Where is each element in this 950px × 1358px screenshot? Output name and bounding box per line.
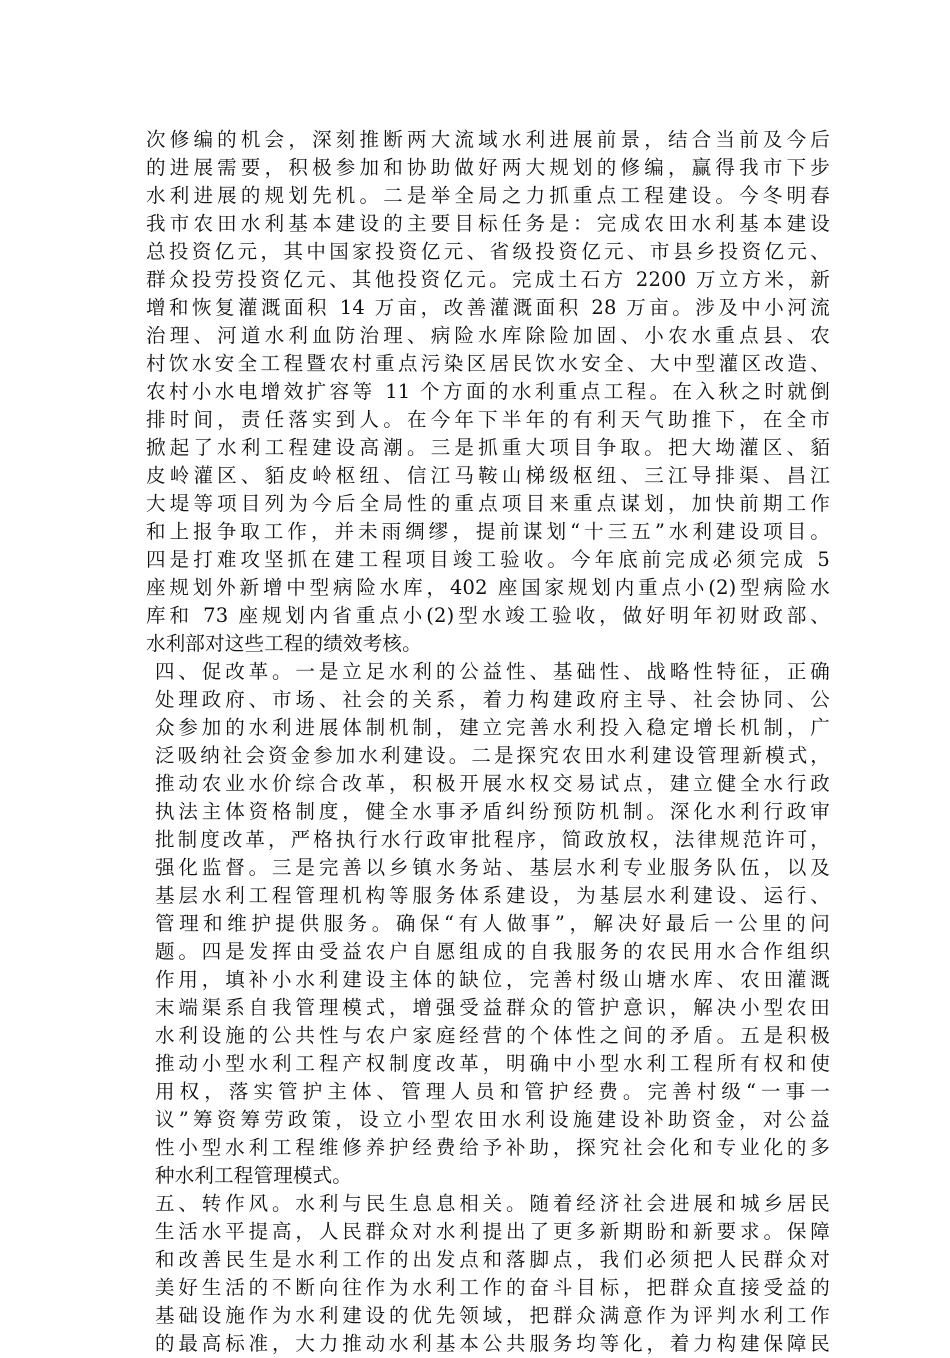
text-line: 次修编的机会，深刻推断两大流域水利进展前景，结合当前及今后 [146, 128, 830, 151]
text-line: 批制度改革，严格执行水行政审批程序，简政放权，法律规范许可， [155, 828, 830, 851]
text-line: 作用，填补小水利建设主体的缺位，完善村级山塘水库、农田灌溉 [155, 968, 830, 991]
text-line: 众参加的水利进展体制机制，建立完善水利投入稳定增长机制，广 [155, 716, 830, 739]
text-line: 的最高标准，大力推动水利基本公共服务均等化，着力构建保障民 [155, 1332, 830, 1355]
text-line: 大堤等项目列为今后全局性的重点项目来重点谋划，加快前期工作 [146, 492, 830, 515]
text-line: 群众投劳投资亿元、其他投资亿元。完成土石方 2200 万立方米，新 [146, 268, 830, 291]
text-line: 治理、河道水利血防治理、病险水库除险加固、小农水重点县、农 [146, 324, 830, 347]
text-line: 推动小型水利工程产权制度改革，明确中小型水利工程所有权和使 [155, 1052, 830, 1075]
text-line: 座规划外新增中型病险水库，402 座国家规划内重点小(2)型病险水 [146, 576, 830, 599]
text-line: 处理政府、市场、社会的关系，着力构建政府主导、社会协同、公 [155, 688, 830, 711]
text-line: 基础设施作为水利建设的优先领域，把群众满意作为评判水利工作 [155, 1304, 830, 1327]
paragraph [146, 658, 830, 1190]
text-line: 和改善民生是水利工作的出发点和落脚点，我们必须把人民群众对 [155, 1248, 830, 1271]
text-line: 执法主体资格制度，健全水事矛盾纠纷预防机制。深化水利行政审 [155, 800, 830, 823]
document-page [146, 126, 830, 1358]
text-line: 性小型水利工程维修养护经费给予补助，探究社会化和专业化的多 [155, 1136, 830, 1159]
text-line: 美好生活的不断向往作为水利工作的奋斗目标，把群众直接受益的 [155, 1276, 830, 1299]
text-line: 水利设施的公共性与农户家庭经营的个体性之间的矛盾。五是积极 [155, 1024, 830, 1047]
paragraph [146, 1190, 830, 1358]
text-line: 水利部对这些工程的绩效考核。 [146, 632, 422, 655]
text-line: 五、转作风。水利与民生息息相关。随着经济社会进展和城乡居民 [155, 1192, 830, 1215]
text-line: 生活水平提高，人民群众对水利提出了更多新期盼和新要求。保障 [155, 1220, 830, 1243]
text-line: 库和 73 座规划内省重点小(2)型水竣工验收，做好明年初财政部、 [146, 604, 830, 627]
text-line: 四是打难攻坚抓在建工程项目竣工验收。今年底前完成必须完成 5 [146, 548, 830, 571]
text-line: 议”筹资筹劳政策，设立小型农田水利设施建设补助资金，对公益 [155, 1108, 830, 1131]
text-line: 村饮水安全工程暨农村重点污染区居民饮水安全、大中型灌区改造、 [146, 352, 830, 375]
text-line: 题。四是发挥由受益农户自愿组成的自我服务的农民用水合作组织 [155, 940, 830, 963]
text-line: 的进展需要，积极参加和协助做好两大规划的修编，赢得我市下步 [146, 156, 830, 179]
text-line: 四、促改革。一是立足水利的公益性、基础性、战略性特征，正确 [155, 660, 830, 683]
text-line: 用权，落实管护主体、管理人员和管护经费。完善村级“一事一 [155, 1080, 830, 1103]
text-line: 增和恢复灌溉面积 14 万亩，改善灌溉面积 28 万亩。涉及中小河流 [146, 296, 830, 319]
paragraph [146, 126, 830, 658]
text-line: 总投资亿元，其中国家投资亿元、省级投资亿元、市县乡投资亿元、 [146, 240, 830, 263]
text-line: 和上报争取工作，并未雨绸缪，提前谋划“十三五”水利建设项目。 [146, 520, 830, 543]
text-line: 泛吸纳社会资金参加水利建设。二是探究农田水利建设管理新模式， [155, 744, 830, 767]
text-line: 农村小水电增效扩容等 11 个方面的水利重点工程。在入秋之时就倒 [146, 380, 830, 403]
text-line: 基层水利工程管理机构等服务体系建设，为基层水利建设、运行、 [155, 884, 830, 907]
text-line: 掀起了水利工程建设高潮。三是抓重大项目争取。把大坳灌区、貊 [146, 436, 830, 459]
text-line: 推动农业水价综合改革，积极开展水权交易试点，建立健全水行政 [155, 772, 830, 795]
text-line: 皮岭灌区、貊皮岭枢纽、信江马鞍山梯级枢纽、三江导排渠、昌江 [146, 464, 830, 487]
text-line: 种水利工程管理模式。 [155, 1164, 353, 1187]
text-line: 排时间，责任落实到人。在今年下半年的有利天气助推下，在全市 [146, 408, 830, 431]
text-line: 水利进展的规划先机。二是举全局之力抓重点工程建设。今冬明春 [146, 184, 830, 207]
text-line: 管理和维护提供服务。确保“有人做事”，解决好最后一公里的问 [155, 912, 830, 935]
text-line: 强化监督。三是完善以乡镇水务站、基层水利专业服务队伍，以及 [155, 856, 830, 879]
text-line: 末端渠系自我管理模式，增强受益群众的管护意识，解决小型农田 [155, 996, 830, 1019]
text-line: 我市农田水利基本建设的主要目标任务是：完成农田水利基本建设 [146, 212, 830, 235]
